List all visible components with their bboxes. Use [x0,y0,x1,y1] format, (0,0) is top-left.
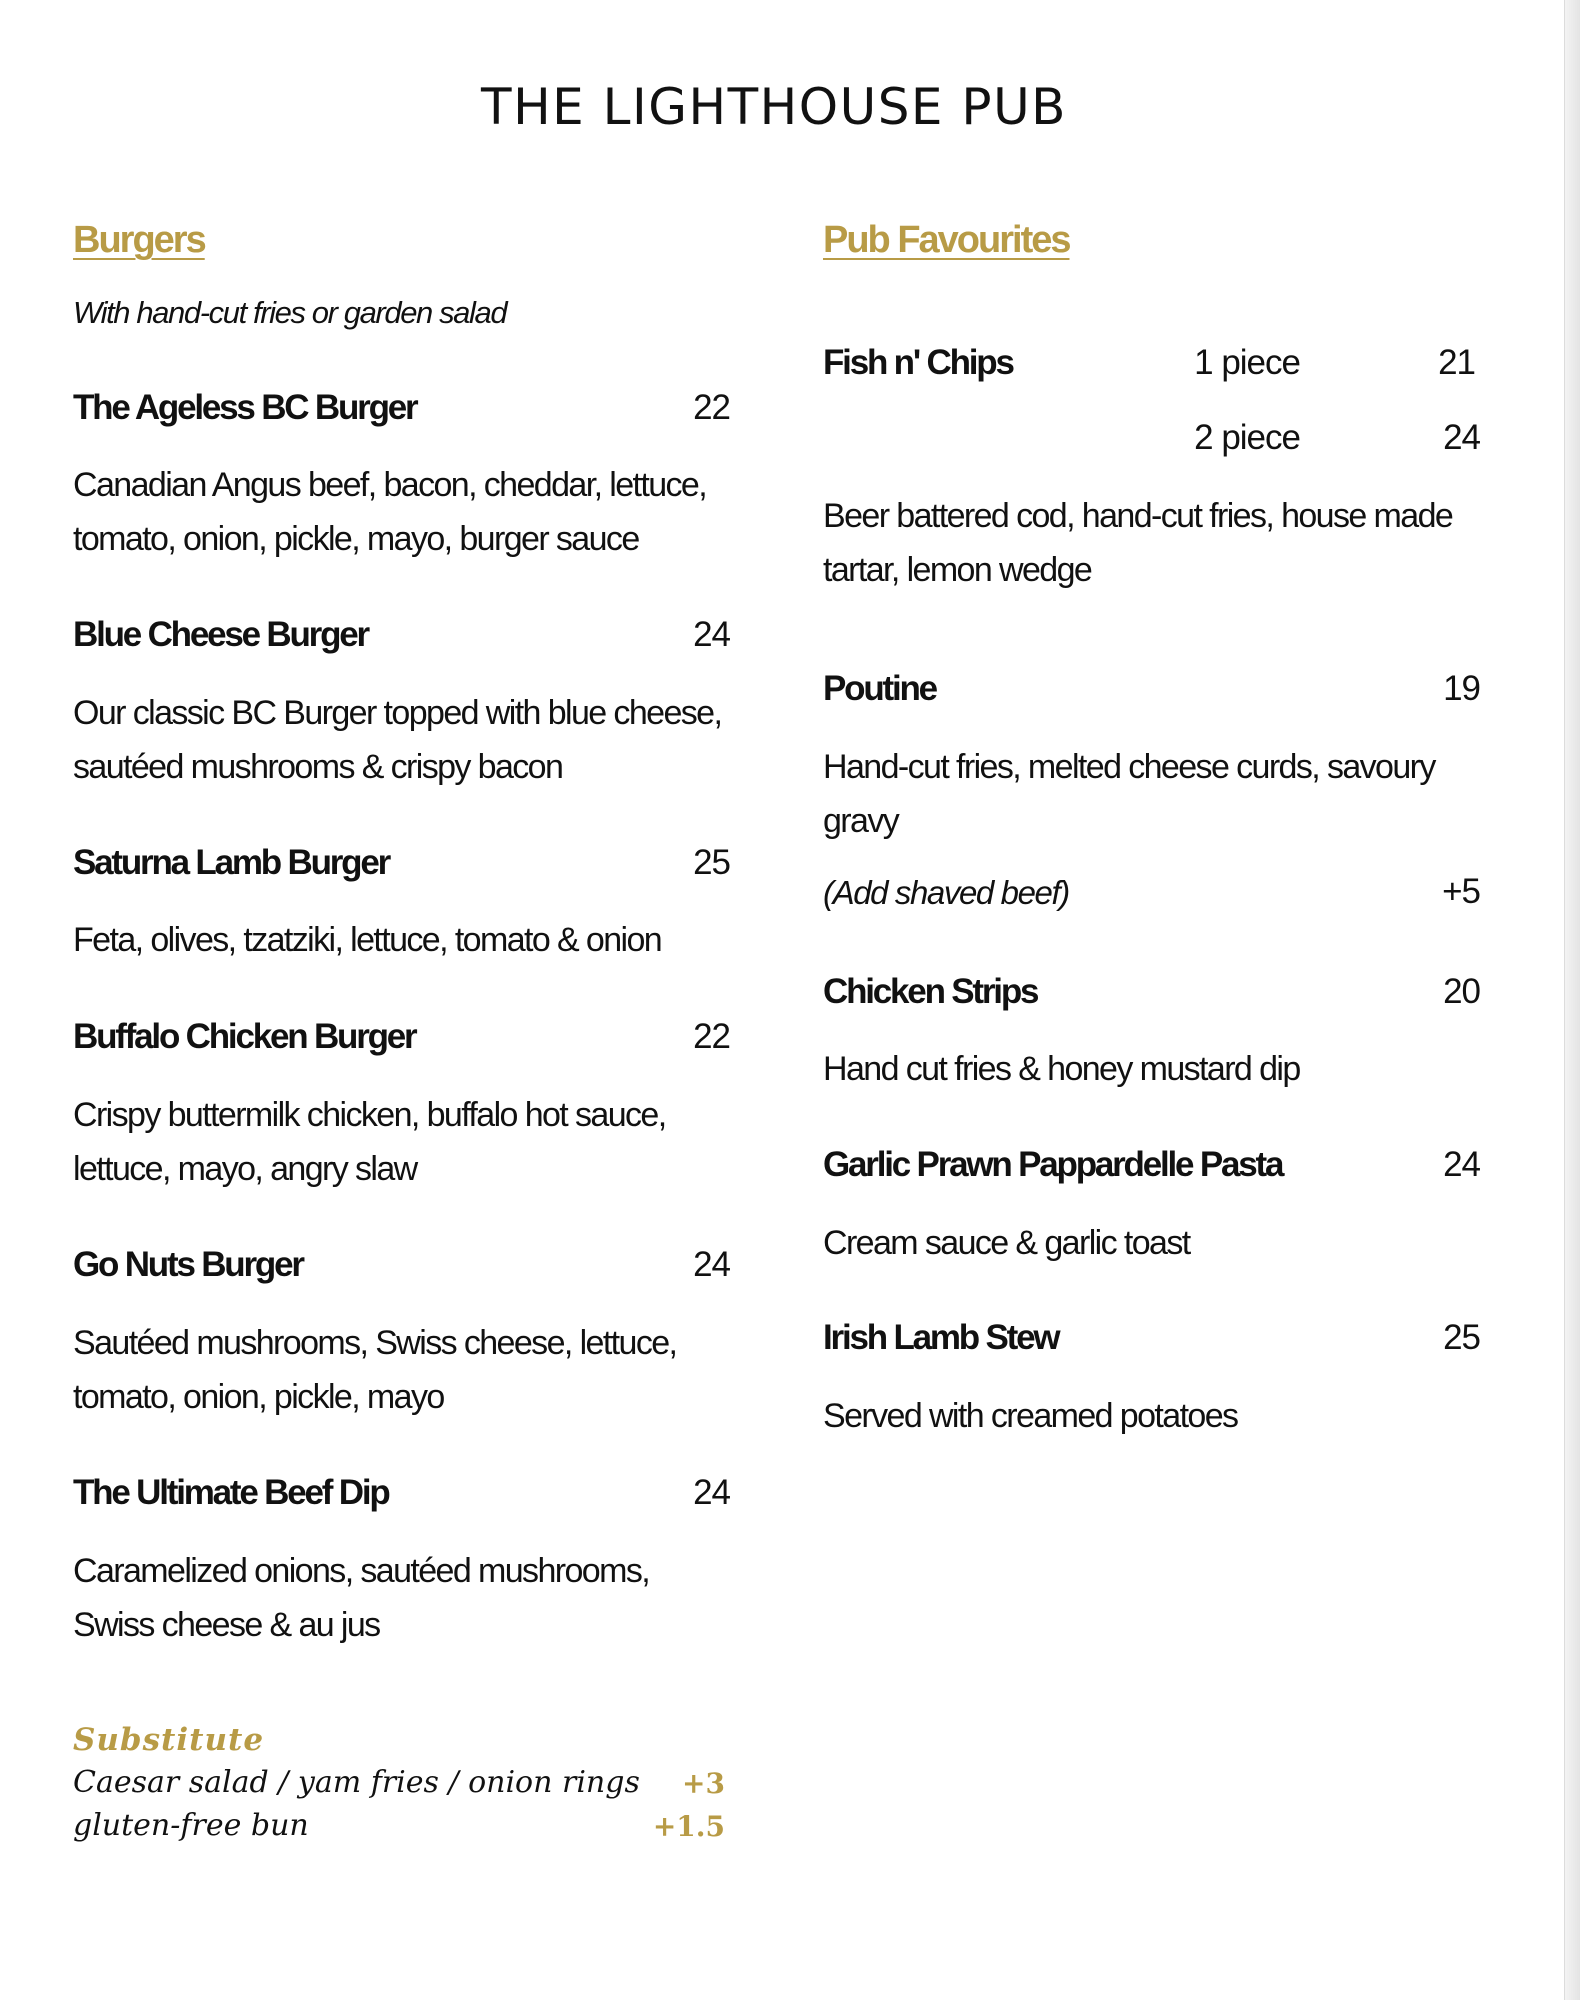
pub-item-price: 25 [1443,1318,1480,1357]
pub-item-name: Chicken Strips [823,972,1038,1011]
desc-line: gravy [823,802,899,840]
burger-item-desc [73,1544,763,1652]
desc-line: Sautéed mushrooms, Swiss cheese, lettuce, [73,1324,677,1362]
poutine-addon-price: +5 [1442,872,1480,911]
pub-item-desc: Cream sauce & garlic toast [823,1224,1190,1262]
poutine-addon-label: (Add shaved beef) [823,874,1069,911]
burger-item-price: 25 [693,843,730,882]
burger-item-price: 24 [693,1245,730,1284]
burger-item-price: 22 [693,1017,730,1056]
fish-chips-name: Fish n' Chips [823,343,1013,382]
desc-line: lettuce, mayo, angry slaw [73,1150,417,1188]
burger-item-desc [73,458,753,566]
poutine-name: Poutine [823,669,936,708]
burger-item-price: 24 [693,1473,730,1512]
burger-item-desc [73,1088,763,1196]
fish-option-label: 1 piece [1194,343,1300,382]
burger-item-name: Buffalo Chicken Burger [73,1017,416,1056]
desc-line: Beer battered cod, hand-cut fries, house made [823,497,1453,535]
desc-line: Feta, olives, tzatziki, lettuce, tomato & onion [73,921,662,959]
desc-line: Caramelized onions, sautéed mushrooms, [73,1552,650,1590]
desc-line: tartar, lemon wedge [823,551,1092,589]
desc-line: Crispy buttermilk chicken, buffalo hot sauce, [73,1096,666,1134]
pub-item-price: 24 [1443,1145,1480,1184]
fish-option-price: 21 [1438,343,1475,382]
pub-item-name: Irish Lamb Stew [823,1318,1059,1357]
fish-chips-desc [823,489,1523,597]
desc-line: tomato, onion, pickle, mayo [73,1378,444,1416]
fish-option-label: 2 piece [1194,418,1300,457]
pub-item-desc: Served with creamed potatoes [823,1397,1238,1435]
burgers-heading: Burgers [73,219,205,261]
pub-item-desc: Hand cut fries & honey mustard dip [823,1050,1300,1088]
burger-item-name: Go Nuts Burger [73,1245,303,1284]
substitute-line: Caesar salad / yam fries / onion rings [73,1765,640,1800]
burger-item-price: 22 [693,388,730,427]
fish-option-price: 24 [1443,418,1480,457]
burger-item-name: Saturna Lamb Burger [73,843,390,882]
burger-item-price: 24 [693,615,730,654]
page-title: THE LIGHTHOUSE PUB [481,78,1067,136]
pub-item-price: 20 [1443,972,1480,1011]
desc-line: Our classic BC Burger topped with blue cheese, [73,694,722,732]
desc-line: sautéed mushrooms & crispy bacon [73,748,563,786]
substitute-price: +3 [682,1767,725,1800]
poutine-price: 19 [1443,669,1480,708]
desc-line: tomato, onion, pickle, mayo, burger sauce [73,520,639,558]
page-edge [1564,0,1580,2000]
pub-item-name: Garlic Prawn Pappardelle Pasta [823,1145,1283,1184]
burger-item-name: The Ultimate Beef Dip [73,1473,389,1512]
substitute-line: gluten-free bun [73,1808,309,1843]
substitute-heading: Substitute [73,1722,265,1758]
burger-item-desc [73,686,763,794]
burger-item-desc [73,913,763,967]
substitute-price: +1.5 [652,1810,725,1843]
desc-line: Canadian Angus beef, bacon, cheddar, lettuce, [73,466,707,504]
pub-favourites-heading: Pub Favourites [823,219,1070,261]
burger-item-name: Blue Cheese Burger [73,615,368,654]
desc-line: Hand-cut fries, melted cheese curds, savoury [823,748,1435,786]
desc-line: Swiss cheese & au jus [73,1606,380,1644]
poutine-desc [823,740,1523,848]
burger-item-name: The Ageless BC Burger [73,388,417,427]
burger-item-desc [73,1316,763,1424]
burgers-subtitle: With hand-cut fries or garden salad [73,295,507,330]
